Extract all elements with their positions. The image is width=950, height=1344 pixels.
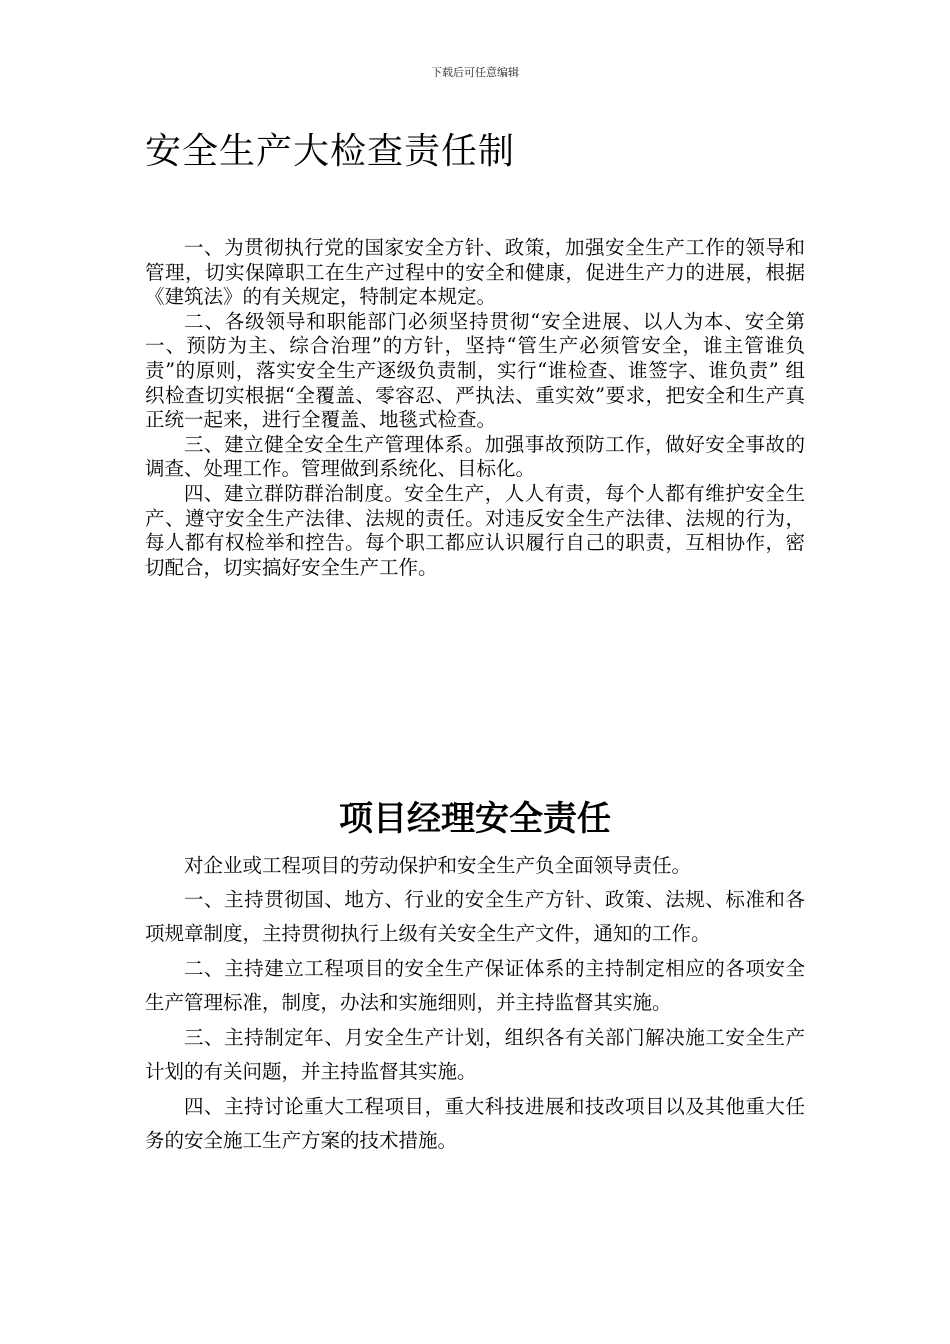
paragraph: 三、建立健全安全生产管理体系。加强事故预防工作，做好安全事故的调查、处理工作。管理做到系统化、目标化。 [145, 432, 805, 481]
section-title: 项目经理安全责任 [339, 799, 611, 839]
paragraph: 一、主持贯彻国、地方、行业的安全生产方针、政策、法规、标准和各项规章制度，主持贯彻执行上级有关安全生产文件，通知的工作。 [145, 888, 805, 945]
page-header-note: 下载后可任意编辑 [431, 66, 519, 79]
paragraph: 三、主持制定年、月安全生产计划，组织各有关部门解决施工安全生产计划的有关问题，并主持监督其实施。 [145, 1026, 805, 1083]
section-body [145, 883, 805, 1158]
paragraph: 一、为贯彻执行党的国家安全方针、政策，加强安全生产工作的领导和管理，切实保障职工在生产过程中的安全和健康，促进生产力的进展，根据《建筑法》的有关规定，特制定本规定。 [145, 236, 805, 309]
section-title: 安全生产大检查责任制 [145, 131, 516, 172]
section-body [145, 236, 805, 580]
paragraph: 二、各级领导和职能部门必须坚持贯彻“安全进展、以人为本、安全第一、预防为主、综合治理”的方针，坚持“管生产必须管安全，谁主管谁负责”的原则，落实安全生产逐级负责制，实行“谁检查、谁签字、谁负责” 组织检查切实根据“全覆盖、零容忍、严执法、重实效”要求，把安全和生产真正统一起来，进行全覆盖、地毯式检查。 [145, 309, 805, 432]
section-safety-inspection-responsibility [145, 128, 805, 580]
paragraph: 四、建立群防群治制度。安全生产，人人有责，每个人都有维护安全生产、遵守安全生产法律、法规的责任。对违反安全生产法律、法规的行为，每人都有权检举和控告。每个职工都应认识履行自己的职责，互相协作，密切配合，切实搞好安全生产工作。 [145, 481, 805, 579]
section-project-manager-responsibility [145, 795, 805, 1159]
paragraph: 二、主持建立工程项目的安全生产保证体系的主持制定相应的各项安全生产管理标准，制度，办法和实施细则，并主持监督其实施。 [145, 957, 805, 1014]
section-intro: 对企业或工程项目的劳动保护和安全生产负全面领导责任。 [184, 854, 692, 877]
paragraph: 四、主持讨论重大工程项目，重大科技进展和技改项目以及其他重大任务的安全施工生产方案的技术措施。 [145, 1095, 805, 1152]
